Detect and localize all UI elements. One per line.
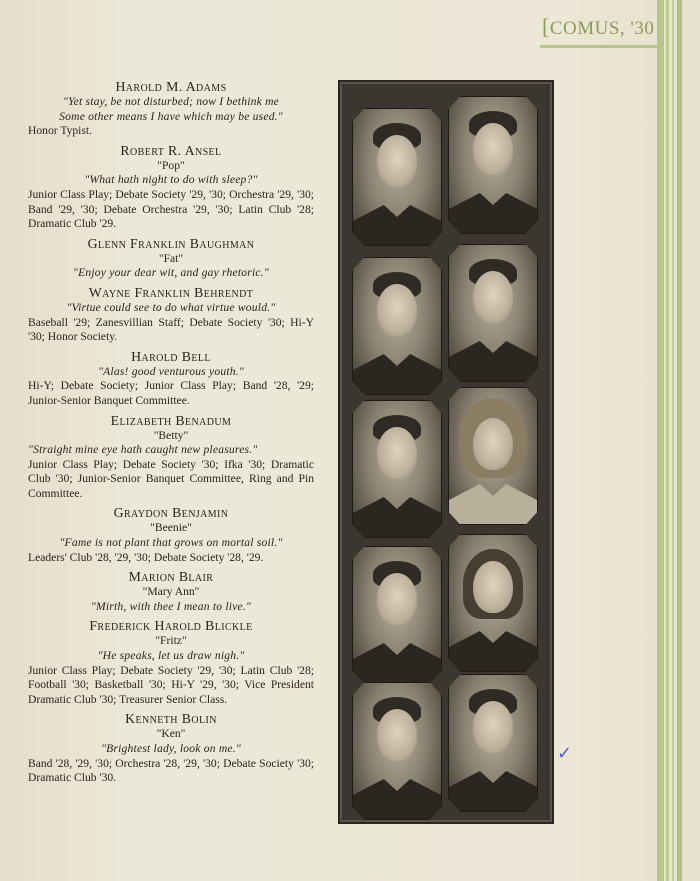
- senior-quote: "Alas! good venturous youth.": [98, 364, 244, 378]
- senior-entry: [28, 568, 314, 614]
- senior-activities: Band '28, '29, '30; Orchestra '28, '29, '30; Debate Society '30; Dramatic Club '30.: [28, 756, 314, 785]
- senior-photo: [448, 674, 538, 812]
- senior-nickname: "Ken": [156, 727, 186, 741]
- senior-name: Wayne Franklin Behrendt: [88, 284, 254, 300]
- senior-photo: [448, 244, 538, 382]
- senior-entry: [28, 412, 314, 502]
- senior-quote: "Straight mine eye hath caught new pleasures.": [28, 443, 258, 457]
- senior-nickname: "Mary Ann": [142, 585, 200, 599]
- senior-photo: [352, 108, 442, 246]
- senior-list: [28, 75, 314, 786]
- senior-quote-line2: Some other means I have which may be used.": [59, 109, 283, 123]
- border-bar: [677, 0, 682, 881]
- senior-name: Harold Bell: [131, 348, 211, 364]
- senior-name: Elizabeth Benadum: [110, 412, 232, 428]
- senior-photo: [352, 400, 442, 538]
- border-bar: [657, 0, 664, 881]
- senior-name: Harold M. Adams: [115, 79, 227, 94]
- senior-photo: [448, 96, 538, 234]
- senior-photo: [352, 546, 442, 684]
- senior-name: Frederick Harold Blickle: [89, 618, 253, 634]
- photo-panel: [338, 80, 554, 824]
- senior-entry: [28, 142, 314, 232]
- senior-entry: [28, 284, 314, 345]
- border-bar: [672, 0, 674, 881]
- senior-photo: [448, 534, 538, 672]
- senior-entry: [28, 78, 314, 139]
- senior-quote: "Enjoy your dear wit, and gay rhetoric.": [73, 266, 269, 280]
- senior-entry: [28, 348, 314, 409]
- senior-activities: Junior Class Play; Debate Society '30; Ifka '30; Dramatic Club '30; Junior-Senior Banquet Committee, Ring and Pin Committee.: [28, 457, 314, 500]
- senior-quote: "He speaks, let us draw nigh.": [97, 649, 245, 663]
- senior-quote: "Brightest lady, look on me.": [101, 742, 241, 755]
- checkmark-annotation: ✓: [557, 743, 573, 764]
- senior-nickname: "Fat": [158, 251, 184, 265]
- senior-activities: Honor Typist.: [28, 124, 93, 138]
- senior-entry: [28, 504, 314, 565]
- senior-name: Glenn Franklin Baughman: [87, 235, 255, 251]
- senior-activities: Hi-Y; Debate Society; Junior Class Play; Band '28, '29; Junior-Senior Banquet Committee.: [28, 379, 314, 407]
- senior-photo: [352, 257, 442, 395]
- page-edge: [686, 0, 700, 881]
- senior-name: Graydon Benjamin: [113, 505, 229, 521]
- senior-nickname: "Beenie": [150, 521, 192, 535]
- senior-quote: "Mirth, with thee I mean to live.": [90, 599, 252, 613]
- senior-nickname: "Betty": [153, 428, 189, 442]
- senior-quote: "What hath night to do with sleep?": [84, 173, 258, 187]
- senior-activities: Junior Class Play; Debate Society '29, '30; Latin Club '28; Football '30; Basketball '30; Hi-Y '29, '30; Vice President Dramatic Club '30; Treasurer Senior Class.: [28, 663, 314, 706]
- senior-name: Marion Blair: [128, 569, 214, 585]
- senior-nickname: "Fritz": [155, 634, 187, 648]
- senior-entry: [28, 710, 314, 785]
- senior-quote: "Fame is not plant that grows on mortal soil.": [59, 536, 283, 550]
- senior-nickname: "Pop": [157, 158, 185, 172]
- header-bracket: [: [542, 14, 550, 39]
- senior-name: Robert R. Ansel: [120, 142, 222, 158]
- border-bar: [666, 0, 669, 881]
- senior-activities: Baseball '29; Zanesvillian Staff; Debate Society '30; Hi-Y '30; Honor Society.: [28, 315, 314, 344]
- senior-photo: [448, 387, 538, 525]
- senior-entry: [28, 235, 314, 281]
- page-header: [542, 14, 654, 40]
- senior-activities: Leaders' Club '28, '29, '30; Debate Society '28, '29.: [28, 550, 264, 564]
- senior-quote: "Virtue could see to do what virtue would.": [66, 300, 276, 314]
- senior-photo: [352, 682, 442, 820]
- header-rule: [540, 45, 657, 48]
- senior-quote: "Yet stay, be not disturbed; now I bethink me: [63, 95, 279, 108]
- senior-activities: Junior Class Play; Debate Society '29, '30; Orchestra '29, '30; Band '29, '30; Debate Orchestra '29, '30; Latin Club '28; Dramatic Club '29.: [28, 187, 314, 231]
- senior-name: Kenneth Bolin: [125, 711, 217, 727]
- senior-entry: [28, 617, 314, 707]
- header-title: COMUS, '30: [549, 18, 655, 39]
